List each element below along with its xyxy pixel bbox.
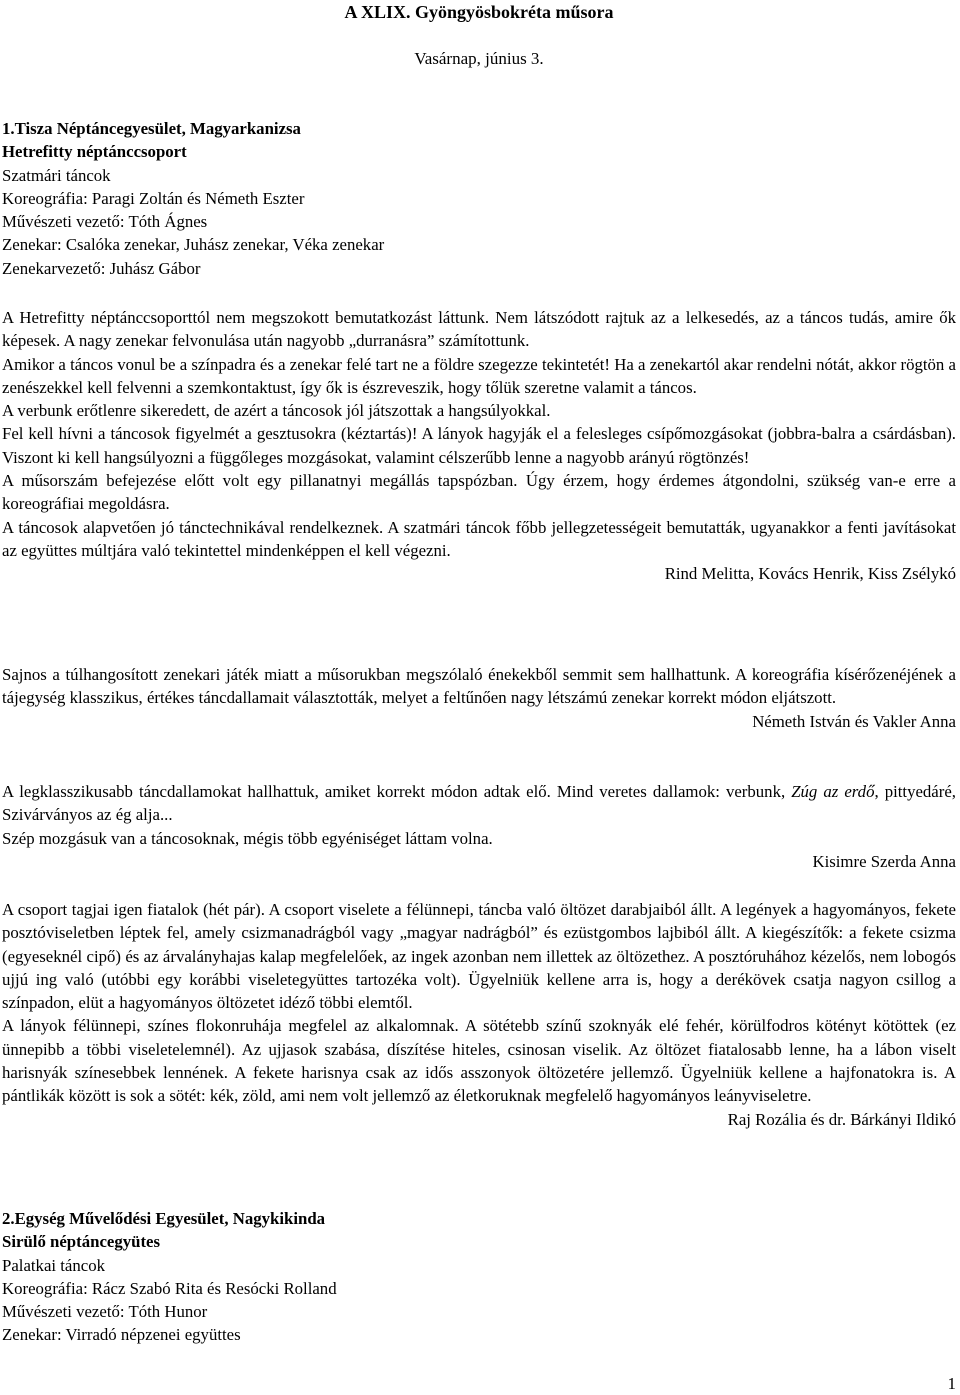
section1-heading: 1.Tisza Néptáncegyesület, Magyarkanizsa [2,119,301,138]
review-2 [2,663,956,733]
review-4-paragraph: A csoport tagjai igen fiatalok (hét pár). A csoport viselete a félünnepi, táncba való öltözet darabjaiból állt. A legények a hagyományos, fekete posztóviseletben léptek fel, amely csizmanadrágból vagy „magyar nadrágból” és ezüstgombos lajbiból állt. A kiegészítők: a fekete csizma (egyeseknél cipő) és az árvalányhajas kalap megfelelőek, az ingek azonban nem illettek az öltözethez. A posztóruhához kézelős, nem lobogós ujjú ing való (utóbbi egy korábbi viseletegyüttes tartozéka volt). Ügyelniük kellene arra is, hogy a derékövek csatja nagyon csillog a színpadon, elüt a hagyományos öltözetet idéző többi elemtől. [2,900,956,1013]
section2-band: Zenekar: Virradó népzenei együttes [2,1325,241,1345]
review-4-paragraph: A lányok félünnepi, színes flokonruhája megfelel az alkalomnak. A sötétebb színű szoknyák elé fehér, körülfodros kötényt kötöttek (ez ünnepibb a többi viseletelemnél). Az ujjasok szabása, díszítése hiteles, csinosan viselik. Az öltözet fiatalosabb lenne, ha a lábon viselt harisnyák színesebbek lennének. A fekete harisnya csak az idős asszonyok öltözetére jellemző. Ügyelniük kellene a hajfonatokra is. A pántlikák között is sok a sötét: kék, zöld, ami nem volt jellemző az életkoruknak megfelelő hagyományos leányviseletre. [2,1016,956,1106]
review-4-signature: Raj Rozália és dr. Bárkányi Ildikó [727,1109,956,1129]
section1-choreography: Koreográfia: Paragi Zoltán és Németh Eszter [2,188,305,208]
review-1-paragraph: A műsorszám befejezése előtt volt egy pillanatnyi megállás tapspózban. Úgy érzem, hogy érdemes átgondolni, szükség van-e erre a koreográfiai megoldásra. [2,471,956,514]
section2-director: Művészeti vezető: Tóth Hunor [2,1302,208,1322]
section2-info [2,1207,956,1347]
review-2-paragraph: Sajnos a túlhangosított zenekari játék miatt a műsorukban megszólaló énekekből semmit sem hallhattunk. A koreográfia kísérőzenéjének a tájegység klasszikus, értékes táncdallamait választották, melyet a feltűnően nagy létszámú zenekar korrekt módon eljátszott. [2,665,956,708]
review-2-signature: Németh István és Vakler Anna [752,711,956,731]
section1-band: Zenekar: Csalóka zenekar, Juhász zenekar, Véka zenekar [2,235,385,255]
section1-band-leader: Zenekarvezető: Juhász Gábor [2,258,201,278]
review-1-paragraph: Fel kell hívni a táncosok figyelmét a gesztusokra (kéztartás)! A lányok hagyják el a felesleges csípőmozgásokat (jobbra-balra a csárdásban). Viszont ki kell hangsúlyozni a függőleges mozgásokat, valamint célszerűbb lenne a nagyobb arányú rögtönzés! [2,424,956,467]
review-1-paragraph: A Hetrefitty néptánccsoporttól nem megszokott bemutatkozást láttunk. Nem látszódott rajtuk az a lelkesedés, az a táncos tudás, amire ők képesek. A nagy zenekar felvonulása után nagyobb „durranásra” számítottunk. [2,308,956,351]
review-3-signature: Kisimre Szerda Anna [812,851,956,871]
section2-dance: Palatkai táncok [2,1255,105,1275]
review-3-text-cont: , pittyedáré, Szivárványos az ég alja... [2,782,956,825]
review-1 [2,306,956,586]
page-number: 1 [947,1374,956,1393]
song-title: Zúg az erdő [791,782,875,801]
section2-choreography: Koreográfia: Rácz Szabó Rita és Resócki Rolland [2,1278,337,1298]
page-title: A XLIX. Gyöngyösbokréta műsora [344,2,614,22]
review-3-text: A legklasszikusabb táncdallamokat hallhattuk, amiket korrekt módon adtak elő. Mind veretes dallamok: verbunk, [2,782,792,801]
section1-dance: Szatmári táncok [2,165,111,185]
review-1-paragraph: Amikor a táncos vonul be a színpadra és a zenekar felé tart ne a földre szegezze tekintetét! Ha a zenekartól akar rendelni nótát, akkor rögtön a zenészekkel kell felvenni a szemkontaktust, így ők is észreveszik, hogy tőlük szeretne valamit a táncos. [2,354,956,397]
event-date: Vasárnap, június 3. [414,49,544,68]
review-3 [2,780,956,873]
section2-heading: 2.Egység Művelődési Egyesület, Nagykikinda [2,1209,326,1228]
review-3-paragraph: Szép mozgásuk van a táncosoknak, mégis több egyéniséget láttam volna. [2,828,493,848]
section1-info [2,117,956,280]
section1-director: Művészeti vezető: Tóth Ágnes [2,212,208,232]
review-1-paragraph: A verbunk erőtlenre sikeredett, de azért a táncosok jól játszottak a hangsúlyokkal. [2,401,551,421]
review-1-paragraph: A táncosok alapvetően jó tánctechnikával rendelkeznek. A szatmári táncok főbb jellegzetességeit bemutatták, ugyanakkor a fenti javításokat az együttes múltjára való tekintettel mindenképpen el kell végezni. [2,517,956,560]
review-4 [2,898,956,1131]
review-3-paragraph [2,780,956,827]
section1-group-name: Hetrefitty néptánccsoport [2,142,187,162]
section2-group-name: Sirülő néptáncegyütes [2,1232,161,1252]
review-1-signature: Rind Melitta, Kovács Henrik, Kiss Zsélykó [664,564,956,584]
